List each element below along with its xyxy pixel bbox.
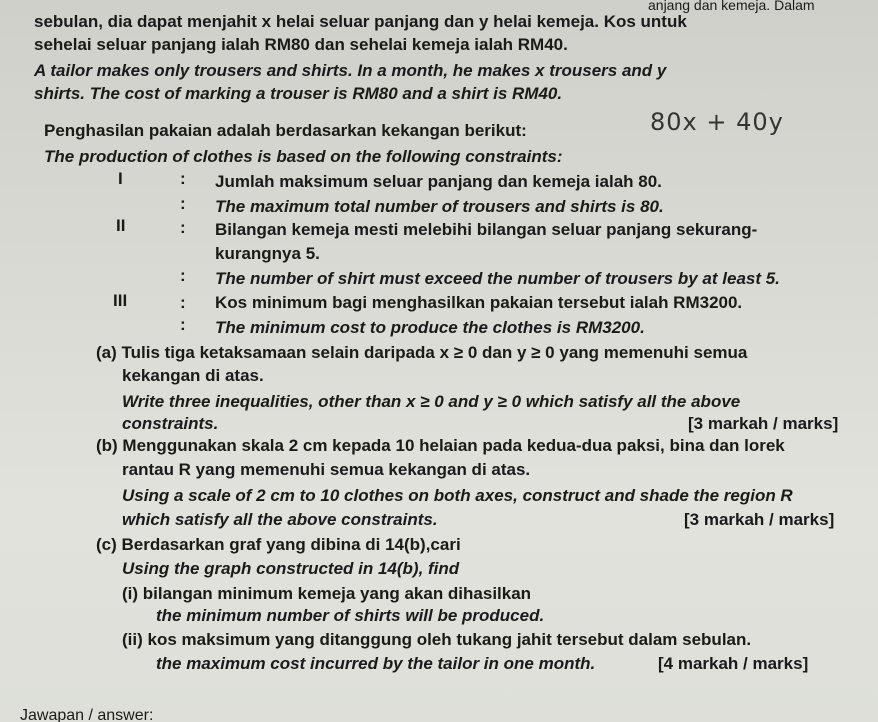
part-c-i-en: the minimum number of shirts will be produced. <box>156 606 545 625</box>
part-b-en-line2: which satisfy all the above constraints. <box>122 510 438 529</box>
part-b-ms-line1: (b) Menggunakan skala 2 cm kepada 10 helaian pada kedua-dua paksi, bina dan lorek <box>96 436 785 455</box>
part-b-en-line1: Using a scale of 2 cm to 10 clothes on both axes, construct and shade the region R <box>122 486 793 505</box>
part-a-ms-line2: kekangan di atas. <box>122 366 264 385</box>
part-b-ms-line2: rantau R yang memenuhi semua kekangan di atas. <box>122 460 531 479</box>
top-fragment: anjang dan kemeja. Dalam <box>648 0 815 13</box>
constraint-3-en-colon: : <box>180 315 186 334</box>
part-a-en-line1: Write three inequalities, other than x ≥ 0 and y ≥ 0 which satisfy all the above <box>122 392 741 411</box>
part-c-ii-ms: (ii) kos maksimum yang ditanggung oleh tukang jahit tersebut dalam sebulan. <box>122 630 752 649</box>
part-b-marks: [3 markah / marks] <box>684 510 835 529</box>
constraint-1-en: The maximum total number of trousers and shirts is 80. <box>215 197 664 216</box>
part-c-ms: (c) Berdasarkan graf yang dibina di 14(b),cari <box>96 535 461 554</box>
part-c-en: Using the graph constructed in 14(b), find <box>122 559 460 578</box>
constraint-1-colon: : <box>180 169 186 188</box>
part-a-marks: [3 markah / marks] <box>688 414 839 433</box>
constraint-3-ms: Kos minimum bagi menghasilkan pakaian tersebut ialah RM3200. <box>215 293 743 312</box>
intro-ms-line1: sebulan, dia dapat menjahit x helai seluar panjang dan y helai kemeja. Kos untuk <box>34 12 687 31</box>
part-c-i-ms: (i) bilangan minimum kemeja yang akan dihasilkan <box>122 584 532 603</box>
answer-label: Jawapan / answer: <box>20 707 154 722</box>
part-a-en-line2: constraints. <box>122 414 219 433</box>
production-en: The production of clothes is based on the following constraints: <box>44 147 563 166</box>
constraint-2-numeral: II <box>116 216 126 235</box>
part-a-ms-line1: (a) Tulis tiga ketaksamaan selain daripada x ≥ 0 dan y ≥ 0 yang memenuhi semua <box>96 343 748 362</box>
constraint-1-numeral: I <box>118 169 123 188</box>
intro-ms-line2: sehelai seluar panjang ialah RM80 dan sehelai kemeja ialah RM40. <box>34 35 568 54</box>
constraint-1-ms: Jumlah maksimum seluar panjang dan kemeja ialah 80. <box>215 172 662 191</box>
handwritten-objective: 80x + 40y <box>650 108 784 136</box>
part-c-marks: [4 markah / marks] <box>658 654 809 673</box>
intro-en-line1: A tailor makes only trousers and shirts. In a month, he makes x trousers and y <box>34 61 667 80</box>
constraint-2-ms-line1: Bilangan kemeja mesti melebihi bilangan seluar panjang sekurang- <box>215 220 758 239</box>
part-c-ii-en: the maximum cost incurred by the tailor in one month. <box>156 654 596 673</box>
constraint-3-colon: : <box>180 293 186 312</box>
constraint-2-colon: : <box>180 218 186 237</box>
intro-en-line2: shirts. The cost of marking a trouser is RM80 and a shirt is RM40. <box>34 84 563 103</box>
constraint-2-en-colon: : <box>180 266 186 285</box>
constraint-3-en: The minimum cost to produce the clothes is RM3200. <box>215 318 645 337</box>
constraint-1-en-colon: : <box>180 194 186 213</box>
production-ms: Penghasilan pakaian adalah berdasarkan kekangan berikut: <box>44 121 527 140</box>
constraint-3-numeral: III <box>113 291 128 310</box>
constraint-2-ms-line2: kurangnya 5. <box>215 244 320 263</box>
constraint-2-en: The number of shirt must exceed the number of trousers by at least 5. <box>215 269 780 288</box>
